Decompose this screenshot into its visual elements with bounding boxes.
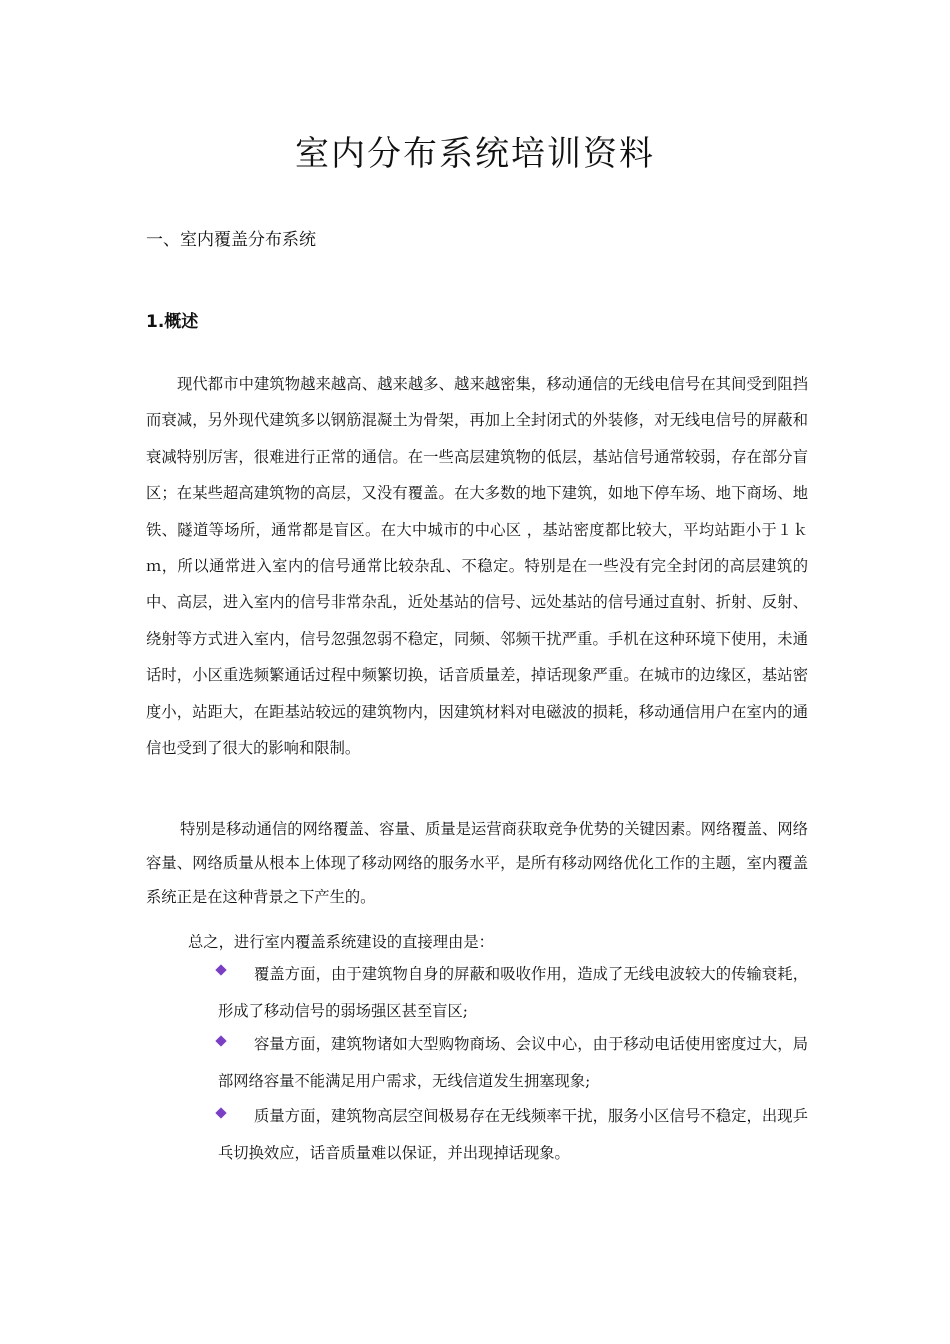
- paragraph-summary-intro: 总之，进行室内覆盖系统建设的直接理由是：: [188, 933, 494, 951]
- subsection-heading: 1.概述: [146, 312, 199, 332]
- paragraph-overview: 现代都市中建筑物越来越高、越来越多、越来越密集，移动通信的无线电信号在其间受到阻挡而衰减，另外现代建筑多以钢筋混凝土为骨架，再加上全封闭式的外装修，对无线电信号的屏蔽和衰减特别厉害，很难进行正常的通信。在一些高层建筑物的低层，基站信号通常较弱，存在部分盲区；在某些超高建筑物的高层，又没有覆盖。在大多数的地下建筑，如地下停车场、地下商场、地铁、隧道等场所，通常都是盲区。在大中城市的中心区 ，基站密度都比较大，平均站距小于１ｋｍ，所以通常进入室内的信号通常比较杂乱、不稳定。特别是在一些没有完全封闭的高层建筑的中、高层，进入室内的信号非常杂乱，近处基站的信号、远处基站的信号通过直射、折射、反射、 绕射等方式进入室内，信号忽强忽弱不稳定，同频、邻频干扰严重。手机在这种环境下使用，未通话时，小区重选频繁通话过程中频繁切换，话音质量差，掉话现象严重。在城市的边缘区，基站密度小，站距大，在距基站较远的建筑物内，因建筑材料对电磁波的损耗，移动通信用户在室内的通信也受到了很大的影响和限制。: [146, 375, 808, 758]
- document-title: 室内分布系统培训资料: [295, 134, 655, 174]
- paragraph-key-factors: 特别是移动通信的网络覆盖、容量、质量是运营商获取竞争优势的关键因素。网络覆盖、网络容量、网络质量从根本上体现了移动网络的服务水平，是所有移动网络优化工作的主题，室内覆盖系统正是在这种背景之下产生的。: [146, 820, 808, 906]
- bullet-coverage: 覆盖方面，由于建筑物自身的屏蔽和吸收作用，造成了无线电波较大的传输衰耗，形成了移动信号的弱场强区甚至盲区;: [218, 965, 808, 1020]
- bullet-capacity: 容量方面，建筑物诸如大型购物商场、会议中心，由于移动电话使用密度过大，局部网络容量不能满足用户需求，无线信道发生拥塞现象;: [218, 1035, 808, 1090]
- bullet-quality: 质量方面，建筑物高层空间极易存在无线频率干扰，服务小区信号不稳定，出现乒乓切换效应，话音质量难以保证，并出现掉话现象。: [218, 1107, 808, 1162]
- section-heading: 一、室内覆盖分布系统: [146, 230, 316, 250]
